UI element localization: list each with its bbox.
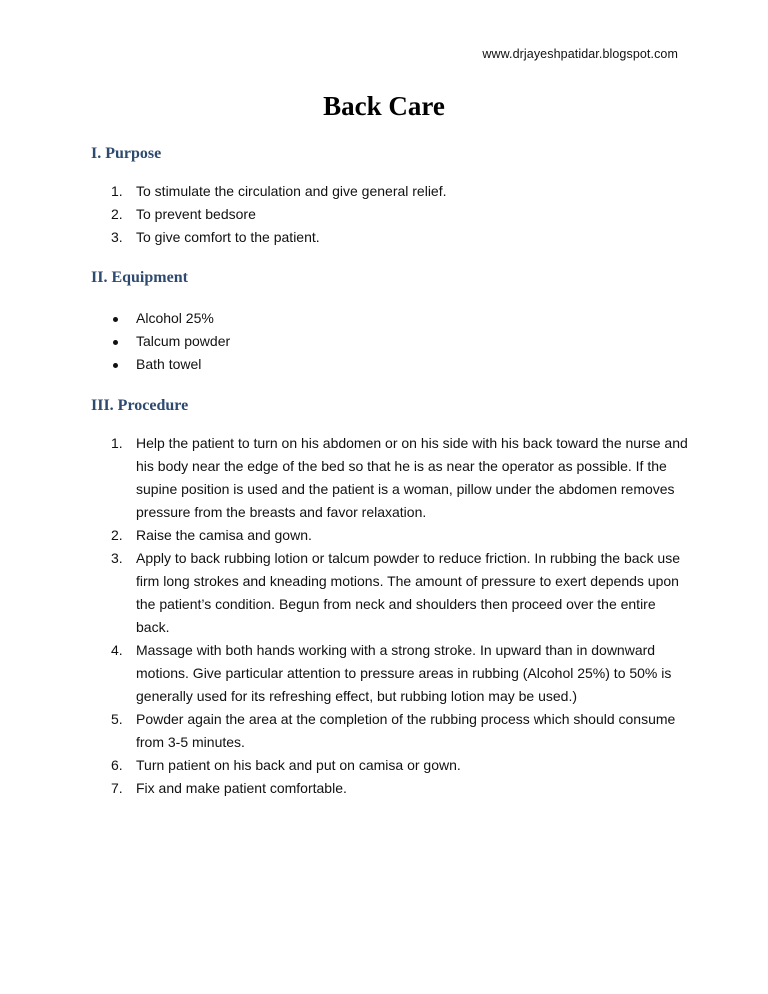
site-url-header: www.drjayeshpatidar.blogspot.com: [482, 47, 678, 61]
document-title: Back Care: [323, 91, 445, 121]
list-item-text: Help the patient to turn on his abdomen or on his side with his back toward the nurse and his body near the edge of the bed so that he is as near the operator as possible. If the supine position is used and the patient is a woman, pillow under the abdomen removes pressure from the breasts and favor relaxation.: [136, 435, 688, 520]
list-item-text: Bath towel: [136, 356, 202, 372]
list-item-text: Raise the camisa and gown.: [136, 527, 312, 543]
purpose-heading: I. Purpose: [91, 145, 162, 162]
equipment-heading: II. Equipment: [91, 269, 188, 286]
list-item: [91, 226, 691, 249]
list-item-number: 5.: [111, 711, 123, 727]
list-item-number: 4.: [111, 642, 123, 658]
list-item-text: Fix and make patient comfortable.: [136, 780, 347, 796]
list-item-text: To prevent bedsore: [136, 206, 256, 222]
list-item-number: 7.: [111, 780, 123, 796]
list-item: [91, 639, 691, 708]
list-item: [91, 432, 691, 524]
bullet-icon: [113, 317, 118, 322]
list-item: [91, 353, 691, 376]
list-item-text: Powder again the area at the completion of the rubbing process which should consume from 3-5 minutes.: [136, 711, 676, 750]
list-item: [91, 547, 691, 639]
list-item: [91, 524, 691, 547]
list-item-number: 1.: [111, 435, 123, 451]
list-item: [91, 307, 691, 330]
bullet-icon: [113, 363, 118, 368]
list-item-text: To stimulate the circulation and give general relief.: [136, 183, 447, 199]
list-item-text: Talcum powder: [136, 333, 231, 349]
list-item-number: 6.: [111, 757, 123, 773]
list-item-number: 3.: [111, 229, 123, 245]
list-item: [91, 777, 691, 800]
list-item-text: Massage with both hands working with a strong stroke. In upward than in downward motions. Give particular attention to pressure areas in rubbing (Alcohol 25%) to 50% is generally used for its refreshing effect, but rubbing lotion may be used.): [136, 642, 672, 704]
list-item: [91, 330, 691, 353]
list-item-text: Apply to back rubbing lotion or talcum powder to reduce friction. In rubbing the back use firm long strokes and kneading motions. The amount of pressure to exert depends upon the patient’s condition. Begun from neck and shoulders then proceed over the entire back.: [136, 550, 680, 635]
list-item-text: Turn patient on his back and put on camisa or gown.: [136, 757, 461, 773]
list-item: [91, 708, 691, 754]
list-item-text: Alcohol 25%: [136, 310, 214, 326]
list-item: [91, 754, 691, 777]
equipment-list: [91, 307, 691, 376]
bullet-icon: [113, 340, 118, 345]
procedure-heading: III. Procedure: [91, 397, 189, 414]
procedure-list: [91, 432, 691, 800]
list-item-text: To give comfort to the patient.: [136, 229, 320, 245]
list-item-number: 2.: [111, 206, 123, 222]
purpose-list: [91, 180, 691, 249]
list-item: [91, 203, 691, 226]
list-item-number: 2.: [111, 527, 123, 543]
list-item-number: 3.: [111, 550, 123, 566]
list-item: [91, 180, 691, 203]
list-item-number: 1.: [111, 183, 123, 199]
